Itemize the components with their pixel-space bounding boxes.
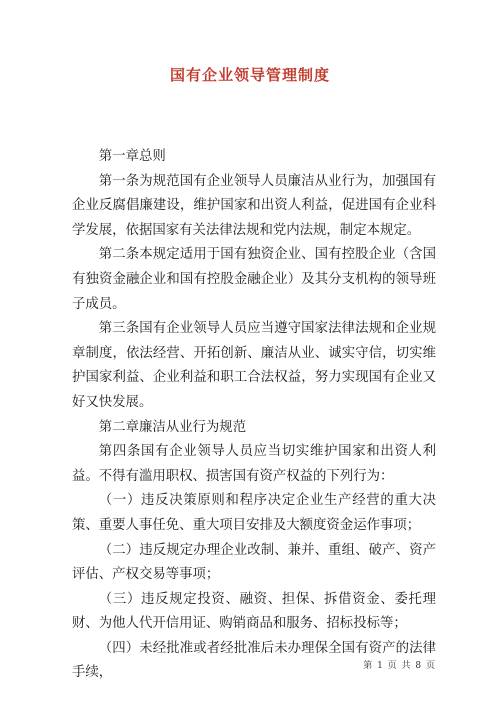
paragraph: 第一章总则 (98, 149, 166, 164)
page-number-footer: 第 1 页 共 8 页 (363, 661, 436, 671)
paragraph: 第四条国有企业领导人员应当切实维护国家和出资人利益。不得有滥用职权、损害国有资产权益的下列行为： (72, 444, 436, 484)
paragraph: （一）违反决策原则和程序决定企业生产经营的重大决策、重要人事任免、重大项目安排及大额度资金运作事项； (72, 493, 436, 533)
paragraph: 第三条国有企业领导人员应当遵守国家法律法规和企业规章制度，依法经营、开拓创新、廉洁从业、诚实守信，切实维护国家利益、企业利益和职工合法权益，努力实现国有企业又好又快发展。 (72, 321, 436, 410)
paragraph: 第二条本规定适用于国有独资企业、国有控股企业（含国有独资金融企业和国有控股金融企业）及其分支机构的领导班子成员。 (72, 247, 436, 312)
paragraph: （四）未经批准或者经批准后未办理保全国有资产的法律手续， (72, 640, 436, 681)
paragraph: （三）违反规定投资、融资、担保、拆借资金、委托理财、为他人代开信用证、购销商品和服务、招标投标等； (72, 591, 436, 632)
document-body (72, 145, 436, 686)
paragraph: 第一条为规范国有企业领导人员廉洁从业行为，加强国有企业反腐倡廉建设，维护国家和出资人利益，促进国有企业科学发展，依据国家有关法律法规和党内法规，制定本规定。 (72, 173, 436, 238)
paragraph: （二）违反规定办理企业改制、兼并、重组、破产、资产评估、产权交易等事项； (72, 542, 436, 583)
document-title: 国有企业领导管理制度 (169, 66, 330, 84)
paragraph: 第二章廉洁从业行为规范 (98, 419, 247, 435)
